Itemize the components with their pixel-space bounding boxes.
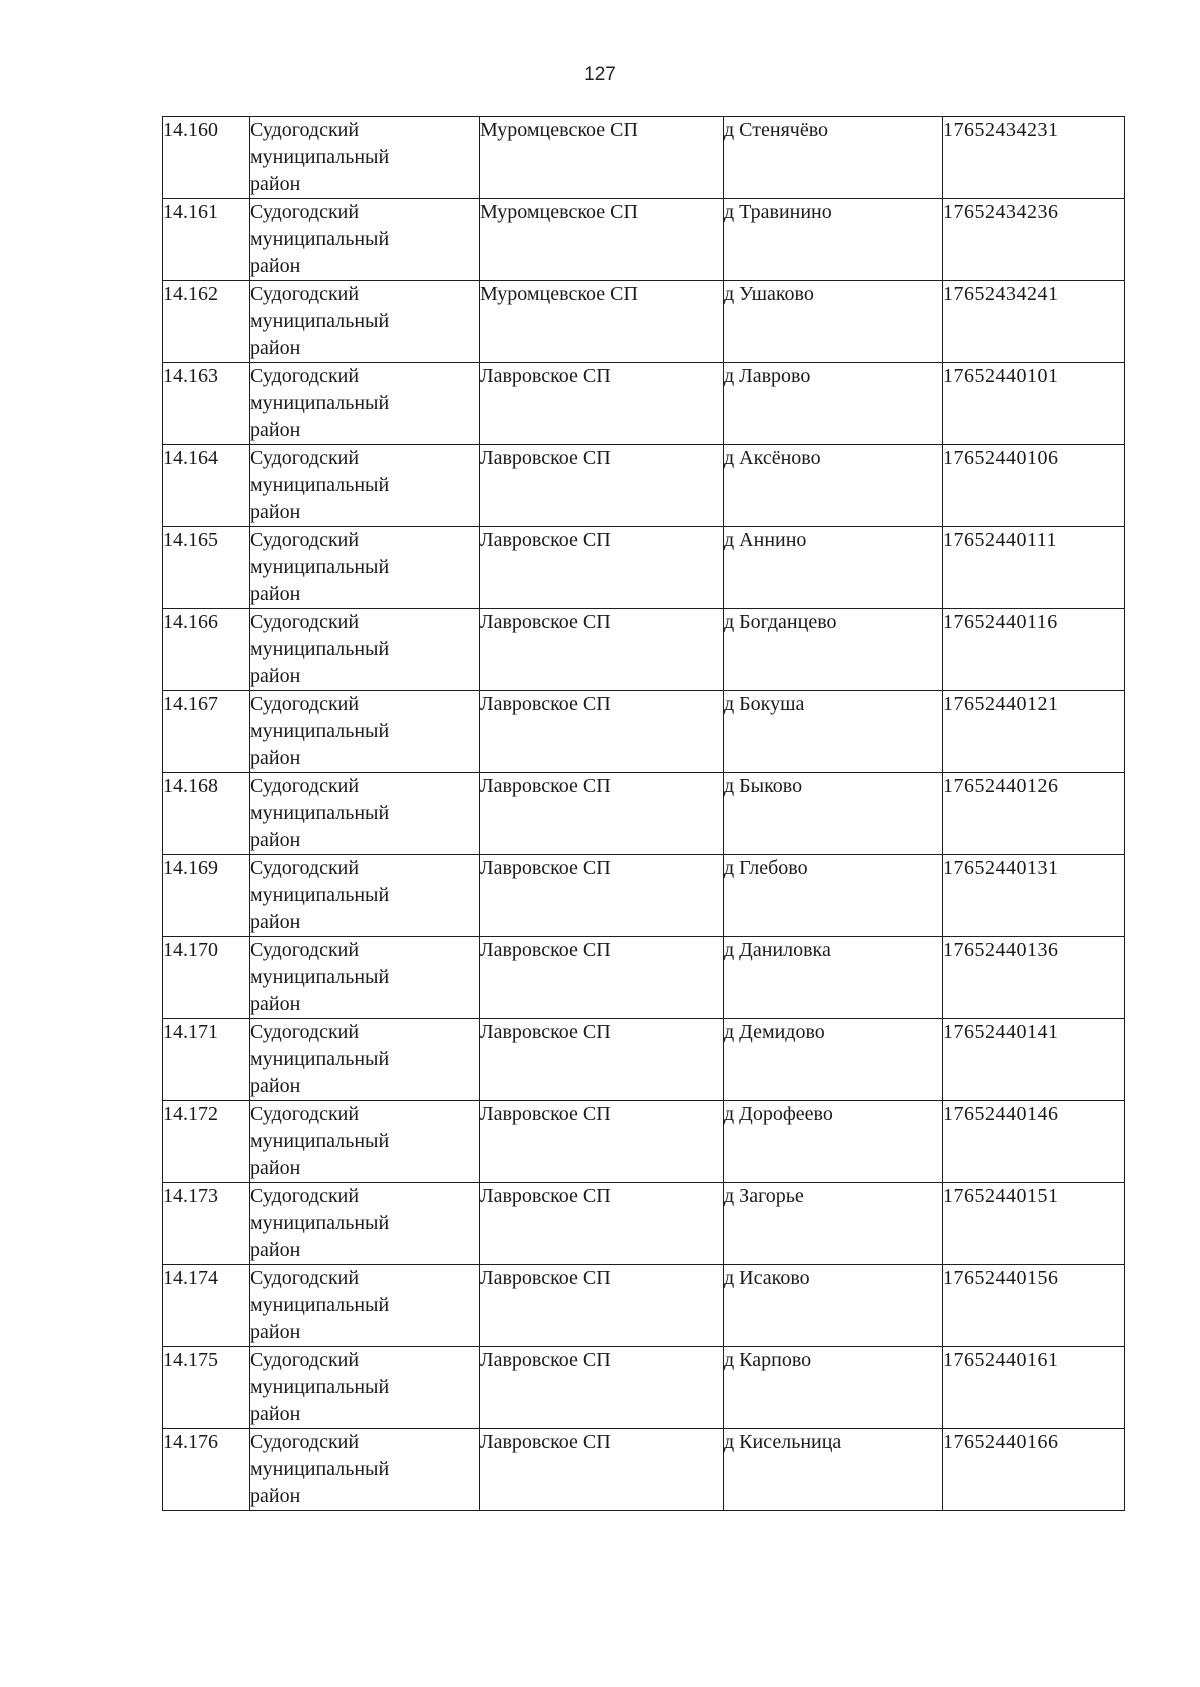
table-row (163, 1429, 1125, 1511)
settlement-text: Муромцевское СП (480, 119, 638, 141)
settlement-text: Лавровское СП (480, 447, 611, 469)
oktmo-code-text: 17652440161 (943, 1349, 1059, 1371)
settlement-text: Муромцевское СП (480, 201, 638, 223)
locality-text: д Карпово (724, 1349, 812, 1371)
district-cell (250, 609, 480, 691)
settlement-cell (480, 445, 724, 527)
locality-cell (724, 1429, 943, 1511)
locality-text: д Травинино (724, 201, 832, 223)
oktmo-code-cell (943, 937, 1125, 1019)
district-text: Судогодский муниципальный район (250, 1267, 390, 1343)
table-row (163, 1183, 1125, 1265)
oktmo-code-text: 17652440151 (943, 1185, 1059, 1207)
row-number-cell (163, 773, 250, 855)
settlement-text: Лавровское СП (480, 857, 611, 879)
settlement-text: Лавровское СП (480, 939, 611, 961)
locality-cell (724, 855, 943, 937)
oktmo-code-text: 17652440146 (943, 1103, 1059, 1125)
oktmo-code-cell (943, 855, 1125, 937)
district-text: Судогодский муниципальный район (250, 775, 390, 851)
locality-cell (724, 1265, 943, 1347)
table-row (163, 773, 1125, 855)
oktmo-code-cell (943, 1429, 1125, 1511)
oktmo-code-cell (943, 445, 1125, 527)
locality-text: д Аксёново (724, 447, 821, 469)
locality-text: д Кисельница (724, 1431, 842, 1453)
row-number-cell (163, 691, 250, 773)
oktmo-code-cell (943, 773, 1125, 855)
settlement-text: Лавровское СП (480, 529, 611, 551)
settlement-cell (480, 1347, 724, 1429)
oktmo-code-text: 17652440126 (943, 775, 1059, 797)
locality-text: д Демидово (724, 1021, 825, 1043)
oktmo-code-text: 17652440141 (943, 1021, 1059, 1043)
row-number-text: 14.174 (163, 1267, 218, 1289)
row-number-text: 14.170 (163, 939, 218, 961)
row-number-cell (163, 937, 250, 1019)
row-number-cell (163, 363, 250, 445)
district-text: Судогодский муниципальный район (250, 1021, 390, 1097)
oktmo-code-text: 17652440131 (943, 857, 1059, 879)
row-number-text: 14.162 (163, 283, 218, 305)
row-number-text: 14.167 (163, 693, 218, 715)
settlement-cell (480, 527, 724, 609)
oktmo-code-text: 17652434231 (943, 119, 1059, 141)
row-number-cell (163, 445, 250, 527)
row-number-text: 14.160 (163, 119, 218, 141)
row-number-cell (163, 1101, 250, 1183)
locality-text: д Богданцево (724, 611, 837, 633)
locality-cell (724, 773, 943, 855)
table-row (163, 691, 1125, 773)
oktmo-code-cell (943, 199, 1125, 281)
oktmo-code-cell (943, 691, 1125, 773)
district-cell (250, 1183, 480, 1265)
settlement-cell (480, 1101, 724, 1183)
district-cell (250, 199, 480, 281)
page-number: 127 (584, 64, 616, 85)
district-cell (250, 691, 480, 773)
row-number-cell (163, 281, 250, 363)
settlement-text: Лавровское СП (480, 611, 611, 633)
table-row (163, 1019, 1125, 1101)
table-row (163, 363, 1125, 445)
district-cell (250, 1101, 480, 1183)
settlement-cell (480, 1429, 724, 1511)
row-number-text: 14.161 (163, 201, 218, 223)
district-text: Судогодский муниципальный район (250, 447, 390, 523)
locality-cell (724, 445, 943, 527)
settlement-text: Лавровское СП (480, 1349, 611, 1371)
settlement-text: Лавровское СП (480, 365, 611, 387)
oktmo-code-cell (943, 281, 1125, 363)
locality-cell (724, 199, 943, 281)
row-number-cell (163, 1265, 250, 1347)
oktmo-code-cell (943, 1183, 1125, 1265)
settlement-cell (480, 1265, 724, 1347)
table-row (163, 527, 1125, 609)
table-row (163, 1265, 1125, 1347)
locality-cell (724, 1101, 943, 1183)
oktmo-code-cell (943, 117, 1125, 199)
oktmo-code-cell (943, 609, 1125, 691)
settlements-table (162, 116, 1125, 1511)
locality-text: д Бокуша (724, 693, 805, 715)
table-row (163, 609, 1125, 691)
oktmo-code-text: 17652440101 (943, 365, 1059, 387)
district-text: Судогодский муниципальный район (250, 201, 390, 277)
settlement-cell (480, 855, 724, 937)
district-cell (250, 1019, 480, 1101)
locality-cell (724, 281, 943, 363)
district-cell (250, 855, 480, 937)
settlement-text: Лавровское СП (480, 1431, 611, 1453)
locality-text: д Лаврово (724, 365, 811, 387)
row-number-text: 14.175 (163, 1349, 218, 1371)
locality-cell (724, 691, 943, 773)
oktmo-code-cell (943, 1101, 1125, 1183)
table-row (163, 855, 1125, 937)
settlement-cell (480, 363, 724, 445)
district-cell (250, 281, 480, 363)
row-number-cell (163, 199, 250, 281)
row-number-text: 14.171 (163, 1021, 218, 1043)
settlement-cell (480, 199, 724, 281)
district-cell (250, 527, 480, 609)
district-cell (250, 1265, 480, 1347)
locality-text: д Глебово (724, 857, 808, 879)
settlement-cell (480, 117, 724, 199)
district-text: Судогодский муниципальный район (250, 119, 390, 195)
locality-cell (724, 117, 943, 199)
locality-text: д Исаково (724, 1267, 810, 1289)
locality-cell (724, 1183, 943, 1265)
oktmo-code-cell (943, 527, 1125, 609)
oktmo-code-cell (943, 1265, 1125, 1347)
district-text: Судогодский муниципальный район (250, 1431, 390, 1507)
settlement-cell (480, 609, 724, 691)
district-cell (250, 363, 480, 445)
district-text: Судогодский муниципальный район (250, 1185, 390, 1261)
district-text: Судогодский муниципальный район (250, 529, 390, 605)
row-number-cell (163, 1019, 250, 1101)
locality-text: д Даниловка (724, 939, 831, 961)
settlement-text: Муромцевское СП (480, 283, 638, 305)
settlement-text: Лавровское СП (480, 1185, 611, 1207)
table-row (163, 117, 1125, 199)
row-number-text: 14.163 (163, 365, 218, 387)
table-row (163, 281, 1125, 363)
oktmo-code-cell (943, 363, 1125, 445)
district-text: Судогодский муниципальный район (250, 1103, 390, 1179)
oktmo-code-text: 17652440121 (943, 693, 1059, 715)
locality-cell (724, 937, 943, 1019)
settlement-cell (480, 937, 724, 1019)
oktmo-code-text: 17652440136 (943, 939, 1059, 961)
table-row (163, 445, 1125, 527)
locality-text: д Аннино (724, 529, 807, 551)
row-number-cell (163, 609, 250, 691)
settlement-text: Лавровское СП (480, 1103, 611, 1125)
row-number-cell (163, 1183, 250, 1265)
district-text: Судогодский муниципальный район (250, 693, 390, 769)
locality-cell (724, 1019, 943, 1101)
locality-cell (724, 527, 943, 609)
row-number-text: 14.172 (163, 1103, 218, 1125)
row-number-text: 14.164 (163, 447, 218, 469)
locality-cell (724, 609, 943, 691)
district-text: Судогодский муниципальный район (250, 1349, 390, 1425)
settlement-cell (480, 691, 724, 773)
district-text: Судогодский муниципальный район (250, 283, 390, 359)
row-number-cell (163, 1429, 250, 1511)
table-body (163, 117, 1125, 1511)
oktmo-code-text: 17652434241 (943, 283, 1059, 305)
row-number-cell (163, 855, 250, 937)
district-text: Судогодский муниципальный район (250, 365, 390, 441)
oktmo-code-cell (943, 1019, 1125, 1101)
row-number-cell (163, 117, 250, 199)
settlement-text: Лавровское СП (480, 1021, 611, 1043)
row-number-text: 14.168 (163, 775, 218, 797)
row-number-text: 14.169 (163, 857, 218, 879)
locality-cell (724, 1347, 943, 1429)
row-number-text: 14.173 (163, 1185, 218, 1207)
district-cell (250, 117, 480, 199)
row-number-text: 14.165 (163, 529, 218, 551)
oktmo-code-cell (943, 1347, 1125, 1429)
locality-text: д Быково (724, 775, 803, 797)
settlement-text: Лавровское СП (480, 1267, 611, 1289)
table-row (163, 937, 1125, 1019)
row-number-text: 14.176 (163, 1431, 218, 1453)
locality-text: д Дорофеево (724, 1103, 833, 1125)
oktmo-code-text: 17652440116 (943, 611, 1058, 633)
settlement-cell (480, 281, 724, 363)
district-cell (250, 773, 480, 855)
district-cell (250, 1347, 480, 1429)
row-number-cell (163, 1347, 250, 1429)
locality-text: д Ушаково (724, 283, 814, 305)
district-text: Судогодский муниципальный район (250, 611, 390, 687)
table-row (163, 1101, 1125, 1183)
table-row (163, 1347, 1125, 1429)
oktmo-code-text: 17652440156 (943, 1267, 1059, 1289)
district-text: Судогодский муниципальный район (250, 939, 390, 1015)
settlement-cell (480, 1019, 724, 1101)
district-cell (250, 445, 480, 527)
settlement-cell (480, 773, 724, 855)
settlement-cell (480, 1183, 724, 1265)
oktmo-code-text: 17652440111 (943, 529, 1058, 551)
row-number-text: 14.166 (163, 611, 218, 633)
settlement-text: Лавровское СП (480, 775, 611, 797)
row-number-cell (163, 527, 250, 609)
district-cell (250, 1429, 480, 1511)
district-cell (250, 937, 480, 1019)
district-text: Судогодский муниципальный район (250, 857, 390, 933)
locality-text: д Стенячёво (724, 119, 829, 141)
settlement-text: Лавровское СП (480, 693, 611, 715)
oktmo-code-text: 17652440166 (943, 1431, 1059, 1453)
oktmo-code-text: 17652440106 (943, 447, 1059, 469)
table-row (163, 199, 1125, 281)
locality-text: д Загорье (724, 1185, 804, 1207)
locality-cell (724, 363, 943, 445)
oktmo-code-text: 17652434236 (943, 201, 1059, 223)
